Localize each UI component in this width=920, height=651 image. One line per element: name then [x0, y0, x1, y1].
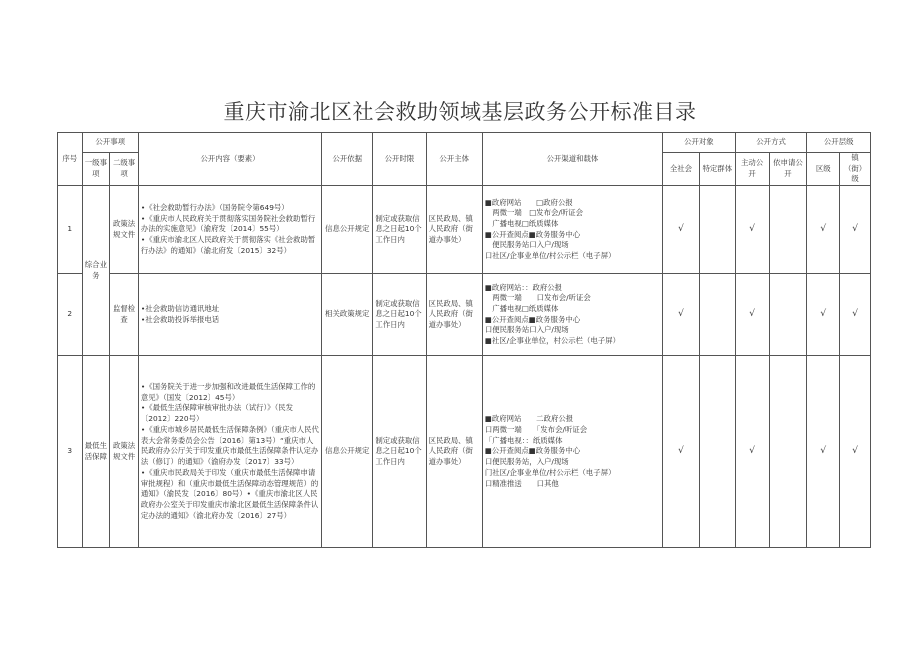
content-line: •《重庆市人民政府关于贯彻落实国务院社会救助暂行办法的实施意见》（渝府发〔2014〕55号）: [140, 213, 316, 234]
channel-line: 「广播电视：：纸质媒体: [484, 435, 563, 445]
row-level-district: √: [807, 356, 840, 548]
header-matters: 公开事项: [82, 133, 138, 153]
header-method-request: 依申请公开: [769, 153, 807, 186]
row-seq: 1: [58, 186, 83, 274]
row-channels: [482, 186, 662, 274]
row-subject: 区民政局、镇人民政府（街道办事处）: [426, 186, 482, 274]
row-method-active: √: [735, 274, 769, 356]
row-audience-all: √: [663, 186, 700, 274]
channel-line: ■政府网站 □政府公报: [484, 197, 573, 207]
channel-line: ■公开查阅点■政务服务中心: [484, 314, 581, 324]
channel-line: ■公开查阅点■政务服务中心: [484, 446, 581, 456]
header-level-district: 区级: [807, 153, 840, 186]
header-content: 公开内容（要素）: [138, 133, 321, 186]
page-title: 重庆市渝北区社会救助领域基层政务公开标准目录: [223, 100, 697, 124]
channel-line: 两微一端 □发布会/听证会: [484, 208, 584, 218]
channel-line: 门社区/企事业单位/村公示栏（电子屏）: [484, 467, 616, 477]
header-audience-specific: 特定群体: [699, 153, 735, 186]
channel-line: ■政府网站 二政府公报: [484, 414, 574, 424]
content-line: •《重庆市民政局关于印发（重庆市最低生活保障申请审批规程）和（重庆市最低生活保障动态管理规范）的通知》（渝民发〔2016〕80号）•《重庆市渝北区人民政府办公室关于印发重庆市渝北区最低生活保障条件认定办法的通知》（渝北府办发〔2016〕27号）: [140, 467, 319, 520]
channel-line: ■政府网站：：政府公报: [484, 282, 563, 292]
header-row-1: [58, 133, 871, 153]
row-audience-all: √: [663, 356, 700, 548]
row-channels: [482, 274, 662, 356]
row-level-district: √: [807, 186, 840, 274]
row-basis: 信息公开规定: [322, 186, 373, 274]
row-period: 制定或获取信息之日起10个工作日内: [373, 356, 426, 548]
content-line: •《最低生活保障审核审批办法（试行）》（民发〔2012〕220号）: [140, 403, 294, 424]
row-audience-all: √: [663, 274, 700, 356]
header-level2: 二级事项: [110, 153, 139, 186]
table-row: [58, 274, 871, 356]
channel-line: ■社区/企事业单位，村公示栏（电子屏）: [484, 336, 620, 346]
row-level1: 综合业务: [82, 186, 110, 356]
row-method-active: √: [735, 186, 769, 274]
row-basis: 相关政策规定: [322, 274, 373, 356]
header-level: 公开层级: [807, 133, 871, 153]
row-audience-specific: [699, 274, 735, 356]
row-basis: 信息公开规定: [322, 356, 373, 548]
row-audience-specific: [699, 186, 735, 274]
header-basis: 公开依据: [322, 133, 373, 186]
header-level1: 一级事项: [82, 153, 110, 186]
table-row: [58, 186, 871, 274]
channel-line: 口精准推送 口其他: [484, 478, 559, 488]
row-content: [138, 356, 321, 548]
header-period: 公开时限: [373, 133, 426, 186]
row-subject: 区民政局、镇人民政府（街道办事处）: [426, 356, 482, 548]
channel-line: 广播电视□纸质媒体: [484, 303, 559, 313]
row-period: 制定或获取信息之日起10个工作日内: [373, 186, 426, 274]
header-subject: 公开主体: [426, 133, 482, 186]
row-level2: 政策法规文件: [110, 356, 139, 548]
row-level-district: √: [807, 274, 840, 356]
channel-line: 广播电视□纸质媒体: [484, 218, 559, 228]
header-channels: 公开渠道和载体: [482, 133, 662, 186]
channel-line: 便民服务站口入户/现场: [484, 240, 569, 250]
row-subject: 区民政局、镇人民政府（街道办事处）: [426, 274, 482, 356]
row-audience-specific: [699, 356, 735, 548]
content-line: •《重庆市城乡居民最低生活保障条例》（重庆市人民代表大会常务委员会公告〔2016〕第13号）“重庆市人民政府办公厅关于印发重庆市最低生活保障条件认定办法（修订）的通知》（渝府办发〔2017〕33号）: [140, 424, 319, 467]
header-method: 公开方式: [735, 133, 807, 153]
header-level-town: 镇（街）级: [840, 153, 871, 186]
row-seq: 3: [58, 356, 83, 548]
table-row: [58, 356, 871, 548]
channel-line: 口便民服务站，入户/现场: [484, 457, 569, 467]
row-method-request: [769, 186, 807, 274]
content-line: •《重庆市渝北区人民政府关于贯彻落实《社会救助暂行办法》的通知》（渝北府发〔2015〕32号）: [140, 235, 316, 255]
row-level1: 最低生活保障: [82, 356, 110, 548]
content-line: •《社会救助暂行办法》（国务院令第649号）: [140, 202, 289, 212]
channel-line: 口便民服务站口入户/现场: [484, 325, 569, 335]
catalog-table: [57, 132, 871, 548]
header-method-active: 主动公开: [735, 153, 769, 186]
channel-line: ■公开查阅点■政务服务中心: [484, 229, 581, 239]
row-method-request: [769, 274, 807, 356]
header-audience: 公开对象: [663, 133, 736, 153]
row-level-town: √: [840, 356, 871, 548]
row-channels: [482, 356, 662, 548]
row-level-town: √: [840, 274, 871, 356]
header-seq: 序号: [58, 133, 83, 186]
row-level2: 监督检查: [110, 274, 139, 356]
header-audience-all: 全社会: [663, 153, 700, 186]
content-line: •《国务院关于进一步加强和改进最低生活保障工作的意见》（国发〔2012〕45号）: [140, 381, 316, 402]
content-line: •社会救助信访通讯地址: [140, 303, 220, 313]
row-seq: 2: [58, 274, 83, 356]
content-line: •社会救助投诉举报电话: [140, 314, 220, 324]
row-content: [138, 186, 321, 274]
row-content: [138, 274, 321, 356]
channel-line: 口两微一端 「发布会/听证会: [484, 424, 588, 434]
row-period: 制定或获取信息之日起10个工作日内: [373, 274, 426, 356]
row-level2: 政策法规文件: [110, 186, 139, 274]
channel-line: 口社区/企事业单位/村公示栏（电子屏）: [484, 251, 616, 261]
row-method-active: √: [735, 356, 769, 548]
channel-line: 两微一端 口发布会/听证会: [484, 293, 591, 303]
row-method-request: [769, 356, 807, 548]
row-level-town: √: [840, 186, 871, 274]
